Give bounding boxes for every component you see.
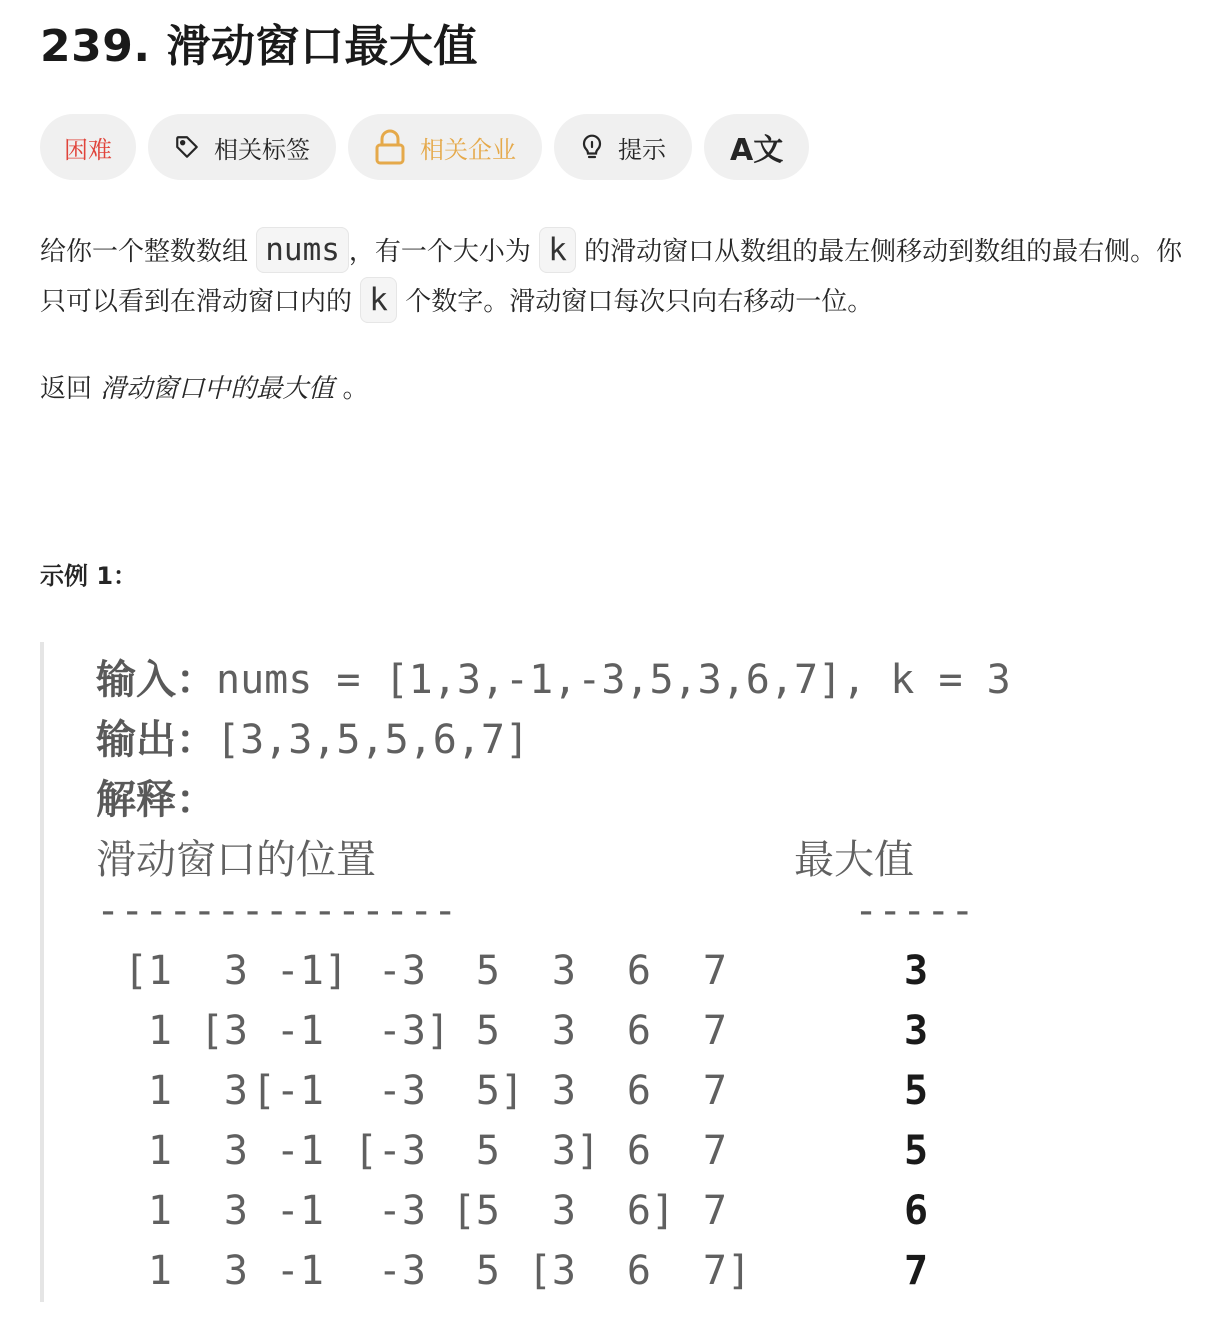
window-cell: 5 <box>475 1248 500 1294</box>
desc-text: 的滑动窗口从数组的最左侧移动到数组的最右侧。你只可以看到在滑动窗口内的 <box>40 237 1183 317</box>
window-cell: 1 <box>147 1188 172 1234</box>
window-cell: 6 <box>626 1128 651 1174</box>
translate-button[interactable] <box>704 114 809 180</box>
column-header-window: 滑动窗口的位置 <box>96 837 376 883</box>
window-cell: [5 <box>451 1188 500 1234</box>
max-value-cell: 5 <box>904 1128 929 1174</box>
code-k: k <box>360 277 397 323</box>
example-title: 示例 1： <box>40 562 138 590</box>
hint-button[interactable] <box>554 114 692 180</box>
window-cell: 5 <box>475 948 500 994</box>
window-cell: 3 <box>551 1008 576 1054</box>
window-cell: 6] <box>626 1188 676 1234</box>
window-cell: -1 <box>275 1188 324 1234</box>
window-cell: 3 <box>223 1128 248 1174</box>
window-cell: -1 <box>275 1008 324 1054</box>
window-cell: 3 <box>223 948 248 994</box>
output-value: [3,3,5,5,6,7] <box>216 717 530 763</box>
window-cell: 5 <box>475 1128 500 1174</box>
window-cell: 1 <box>147 1248 172 1294</box>
related-companies-button[interactable] <box>348 114 542 180</box>
window-cell: [-3 <box>353 1128 426 1174</box>
table-row <box>96 1248 1156 1308</box>
input-value: nums = [1,3,-1,-3,5,3,6,7], k = 3 <box>216 657 1011 703</box>
window-cell: 6 <box>626 948 651 994</box>
window-cell: 7 <box>702 1068 727 1114</box>
window-cell: 7 <box>702 1008 727 1054</box>
tag-bar <box>40 114 809 180</box>
window-cell: 3] <box>551 1128 601 1174</box>
desc-text: 个数字。滑动窗口每次只向右移动一位。 <box>396 287 874 317</box>
explain-label: 解释： <box>96 777 216 823</box>
input-label: 输入： <box>96 657 216 703</box>
max-value-cell: 3 <box>904 948 929 994</box>
window-cell: 3 <box>223 1248 248 1294</box>
window-cell: [3 <box>199 1008 248 1054</box>
window-cell: -3 <box>377 1248 426 1294</box>
window-cell: 1 <box>147 1008 172 1054</box>
window-cell: 6 <box>626 1248 651 1294</box>
window-cell: 7 <box>702 1128 727 1174</box>
window-cell: 1 <box>147 1068 172 1114</box>
related-tags-label: 相关标签 <box>214 135 310 164</box>
max-value-cell: 3 <box>904 1008 929 1054</box>
desc-text: ，有一个大小为 <box>348 237 540 267</box>
window-cell: 7] <box>702 1248 752 1294</box>
problem-description <box>40 226 1200 326</box>
window-cell: 3 <box>223 1068 248 1114</box>
example-explain-line <box>96 768 216 825</box>
lock-icon <box>374 129 406 165</box>
return-prefix: 返回 <box>40 374 101 404</box>
window-cell: -3 <box>377 948 426 994</box>
window-cell: 3 <box>551 948 576 994</box>
max-value-cell: 6 <box>904 1188 929 1234</box>
window-cell: 5] <box>475 1068 525 1114</box>
example-input-line <box>96 648 1011 705</box>
problem-title: 239. 滑动窗口最大值 <box>40 21 478 72</box>
translate-icon: A文 <box>730 133 784 168</box>
window-cell: [1 <box>123 948 172 994</box>
table-row <box>96 1128 1156 1188</box>
output-label: 输出： <box>96 717 216 763</box>
window-cell: -1 <box>275 1128 324 1174</box>
window-cell: -3 <box>377 1068 426 1114</box>
max-value-cell: 5 <box>904 1068 929 1114</box>
related-tags-button[interactable] <box>148 114 336 180</box>
table-row <box>96 1188 1156 1248</box>
return-suffix: 。 <box>334 374 369 404</box>
window-cell: -1 <box>275 1248 324 1294</box>
window-cell: 7 <box>702 948 727 994</box>
window-cell: 3 <box>551 1068 576 1114</box>
window-cell: 5 <box>475 1008 500 1054</box>
lightbulb-icon <box>580 133 604 161</box>
window-cell: 7 <box>702 1188 727 1234</box>
desc-text: 给你一个整数数组 <box>40 237 257 267</box>
max-value-cell: 7 <box>904 1248 929 1294</box>
difficulty-label: 困难 <box>64 135 112 164</box>
table-row <box>96 1068 1156 1128</box>
difficulty-badge[interactable] <box>40 114 136 180</box>
code-nums: nums <box>256 227 349 273</box>
divider-max: ----- <box>854 888 975 934</box>
window-cell: 6 <box>626 1008 651 1054</box>
table-row <box>96 948 1156 1008</box>
code-k: k <box>539 227 576 273</box>
window-cell: [3 <box>527 1248 576 1294</box>
example-output-line <box>96 708 529 765</box>
return-emphasis: 滑动窗口中的最大值 <box>100 374 335 404</box>
window-cell: -1] <box>275 948 349 994</box>
window-cell: [-1 <box>251 1068 324 1114</box>
hint-label: 提示 <box>618 135 666 164</box>
window-cell: 6 <box>626 1068 651 1114</box>
divider-window: --------------- <box>96 888 458 934</box>
related-companies-label: 相关企业 <box>420 135 516 164</box>
window-cell: 3 <box>551 1188 576 1234</box>
window-cell: 1 <box>147 1128 172 1174</box>
table-row <box>96 1008 1156 1068</box>
window-cell: -3] <box>377 1008 451 1054</box>
example-block <box>40 642 1194 1302</box>
tag-icon <box>174 134 200 160</box>
window-cell: 3 <box>223 1188 248 1234</box>
return-statement <box>40 368 369 405</box>
column-header-max: 最大值 <box>794 837 914 883</box>
window-cell: -3 <box>377 1188 426 1234</box>
